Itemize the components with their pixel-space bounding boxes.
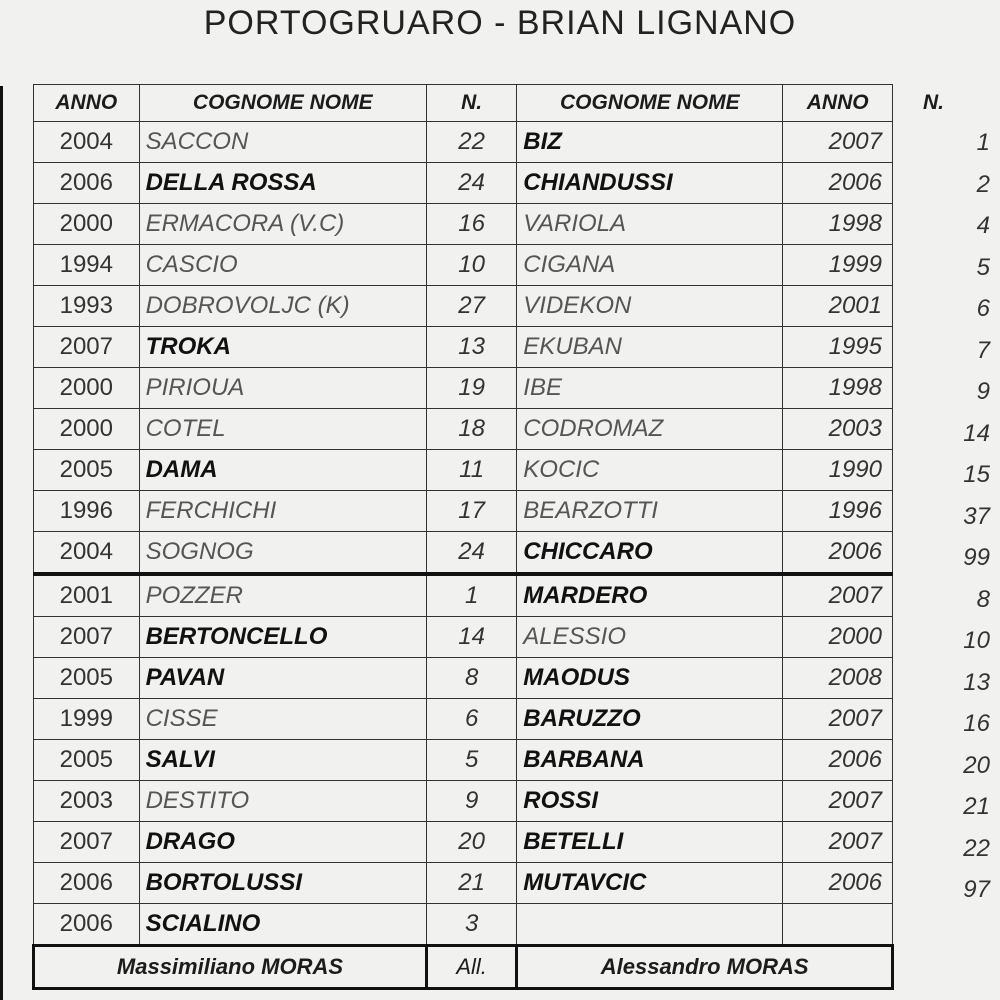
table-row: [34, 863, 893, 904]
player-number-away: 1: [976, 129, 990, 156]
player-name-away: BEARZOTTI: [517, 491, 783, 532]
player-number-away: 6: [976, 295, 990, 322]
player-name-away: BARUZZO: [517, 699, 783, 740]
header-anno-away: ANNO: [783, 85, 893, 122]
player-name-away: MARDERO: [517, 574, 783, 617]
player-number-away: [905, 911, 995, 953]
player-number-home: 9: [426, 781, 516, 822]
player-year-away: 2006: [783, 740, 893, 781]
coach-row: [34, 946, 893, 989]
table-row: [34, 245, 893, 286]
player-number-home: 10: [426, 245, 516, 286]
player-name-away: ALESSIO: [517, 617, 783, 658]
player-year-home: 2004: [34, 532, 140, 575]
player-name-home: DOBROVOLJC (K): [139, 286, 426, 327]
player-name-home: DAMA: [139, 450, 426, 491]
player-number-away: 22: [963, 834, 990, 862]
player-number-away: 37: [963, 502, 990, 530]
table-row: [34, 532, 893, 575]
player-name-home: TROKA: [139, 327, 426, 368]
table-row: [34, 491, 893, 532]
table-row: [34, 658, 893, 699]
player-name-home: ERMACORA (V.C): [139, 204, 426, 245]
player-year-away: 1996: [783, 491, 893, 532]
player-year-away: 2008: [783, 658, 893, 699]
player-name-away: VARIOLA: [517, 204, 783, 245]
header-row: [34, 85, 893, 122]
player-year-away: [783, 904, 893, 946]
table-row: [34, 904, 893, 946]
player-name-away: BARBANA: [517, 740, 783, 781]
table-row: [34, 122, 893, 163]
player-number-home: 14: [426, 617, 516, 658]
player-year-away: 2000: [783, 617, 893, 658]
player-year-home: 2006: [34, 163, 140, 204]
player-year-away: 2007: [783, 574, 893, 617]
player-year-away: 2007: [783, 781, 893, 822]
player-number-home: 24: [426, 163, 516, 204]
player-year-away: 2001: [783, 286, 893, 327]
table-row: [34, 286, 893, 327]
lineup-table: [32, 84, 894, 990]
player-year-away: 1998: [783, 368, 893, 409]
table-row: [34, 409, 893, 450]
table-row: [34, 740, 893, 781]
player-year-home: 2003: [34, 781, 140, 822]
player-name-away: BIZ: [517, 122, 783, 163]
player-name-away: IBE: [517, 368, 783, 409]
player-name-home: CASCIO: [139, 245, 426, 286]
player-name-home: PAVAN: [139, 658, 426, 699]
player-number-home: 20: [426, 822, 516, 863]
table-row: [34, 368, 893, 409]
player-year-home: 2005: [34, 450, 140, 491]
player-name-home: SACCON: [139, 122, 426, 163]
player-year-away: 2006: [783, 863, 893, 904]
player-year-home: 2007: [34, 822, 140, 863]
player-year-home: 1993: [34, 286, 140, 327]
player-name-home: COTEL: [139, 409, 426, 450]
player-number-home: 22: [426, 122, 516, 163]
player-number-home: 6: [426, 699, 516, 740]
player-number-away: 14: [963, 419, 990, 447]
player-number-home: 16: [426, 204, 516, 245]
player-number-home: 3: [426, 904, 516, 946]
player-year-home: 2000: [34, 409, 140, 450]
away-number-list: [905, 122, 995, 952]
player-year-home: 1996: [34, 491, 140, 532]
player-year-home: 2000: [34, 204, 140, 245]
player-number-home: 11: [426, 450, 516, 491]
player-number-home: 8: [426, 658, 516, 699]
header-anno-home: ANNO: [34, 85, 140, 122]
player-name-away: VIDEKON: [517, 286, 783, 327]
player-number-home: 19: [426, 368, 516, 409]
player-year-home: 2005: [34, 740, 140, 781]
player-year-home: 2007: [34, 327, 140, 368]
player-name-away: [517, 904, 783, 946]
player-name-home: SOGNOG: [139, 532, 426, 575]
player-year-away: 1995: [783, 327, 893, 368]
player-number-away: 5: [976, 253, 990, 281]
player-name-home: SCIALINO: [139, 904, 426, 946]
player-year-home: 2001: [34, 574, 140, 617]
player-number-home: 24: [426, 532, 516, 575]
player-year-away: 2006: [783, 532, 893, 575]
player-name-home: FERCHICHI: [139, 491, 426, 532]
player-name-home: DELLA ROSSA: [139, 163, 426, 204]
lineup-body: [34, 122, 893, 946]
player-year-away: 2007: [783, 699, 893, 740]
player-name-home: DRAGO: [139, 822, 426, 863]
player-name-home: CISSE: [139, 699, 426, 740]
player-year-away: 1990: [783, 450, 893, 491]
table-row: [34, 617, 893, 658]
sheet-title: PORTOGRUARO - BRIAN LIGNANO: [203, 4, 797, 42]
coach-away: Alessandro MORAS: [517, 946, 893, 989]
player-number-home: 18: [426, 409, 516, 450]
player-year-home: 2006: [34, 863, 140, 904]
player-name-away: ROSSI: [517, 781, 783, 822]
table-row: [34, 163, 893, 204]
player-year-home: 1999: [34, 699, 140, 740]
player-number-away: 13: [963, 668, 990, 696]
player-number-away: 7: [976, 336, 990, 364]
player-number-away: 97: [963, 876, 990, 903]
table-row: [34, 574, 893, 617]
player-year-home: 2004: [34, 122, 140, 163]
player-year-home: 2006: [34, 904, 140, 946]
table-row: [34, 450, 893, 491]
player-year-away: 2003: [783, 409, 893, 450]
player-number-home: 17: [426, 491, 516, 532]
player-name-home: BERTONCELLO: [139, 617, 426, 658]
player-number-home: 13: [426, 327, 516, 368]
away-number-column: [905, 84, 995, 952]
header-num-home: N.: [426, 85, 516, 122]
player-name-away: MUTAVCIC: [517, 863, 783, 904]
player-name-away: CHIANDUSSI: [517, 163, 783, 204]
player-name-home: BORTOLUSSI: [139, 863, 426, 904]
player-name-away: BETELLI: [517, 822, 783, 863]
player-year-away: 2007: [783, 822, 893, 863]
player-number-away: 9: [976, 378, 990, 405]
coach-home: Massimiliano MORAS: [34, 946, 427, 989]
player-number-away: 16: [963, 710, 990, 737]
player-name-home: SALVI: [139, 740, 426, 781]
player-number-away: 20: [963, 751, 990, 779]
player-name-away: KOCIC: [517, 450, 783, 491]
player-name-away: CODROMAZ: [517, 409, 783, 450]
player-year-home: 2005: [34, 658, 140, 699]
player-year-away: 1999: [783, 245, 893, 286]
table-row: [34, 204, 893, 245]
player-number-away: 99: [963, 544, 990, 571]
player-name-away: MAODUS: [517, 658, 783, 699]
player-number-home: 27: [426, 286, 516, 327]
player-number-away: 2: [976, 170, 990, 198]
player-name-away: CIGANA: [517, 245, 783, 286]
player-year-home: 2000: [34, 368, 140, 409]
coach-label: All.: [426, 946, 516, 989]
player-number-away: 15: [963, 461, 990, 488]
player-number-home: 21: [426, 863, 516, 904]
header-num-away: N.: [923, 91, 944, 114]
player-number-home: 5: [426, 740, 516, 781]
player-name-away: EKUBAN: [517, 327, 783, 368]
table-row: [34, 781, 893, 822]
player-name-home: POZZER: [139, 574, 426, 617]
player-year-away: 1998: [783, 204, 893, 245]
table-row: [34, 327, 893, 368]
player-number-home: 1: [426, 574, 516, 617]
header-name-away: COGNOME NOME: [517, 85, 783, 122]
table-row: [34, 822, 893, 863]
player-number-away: 10: [963, 627, 990, 654]
table-row: [34, 699, 893, 740]
page-edge-line: [0, 86, 3, 1000]
player-number-away: 8: [976, 585, 990, 613]
player-year-away: 2007: [783, 122, 893, 163]
player-name-home: DESTITO: [139, 781, 426, 822]
player-year-away: 2006: [783, 163, 893, 204]
player-year-home: 2007: [34, 617, 140, 658]
header-name-home: COGNOME NOME: [139, 85, 426, 122]
player-year-home: 1994: [34, 245, 140, 286]
player-name-away: CHICCARO: [517, 532, 783, 575]
player-number-away: 21: [963, 793, 990, 820]
player-number-away: 4: [976, 212, 990, 239]
player-name-home: PIRIOUA: [139, 368, 426, 409]
